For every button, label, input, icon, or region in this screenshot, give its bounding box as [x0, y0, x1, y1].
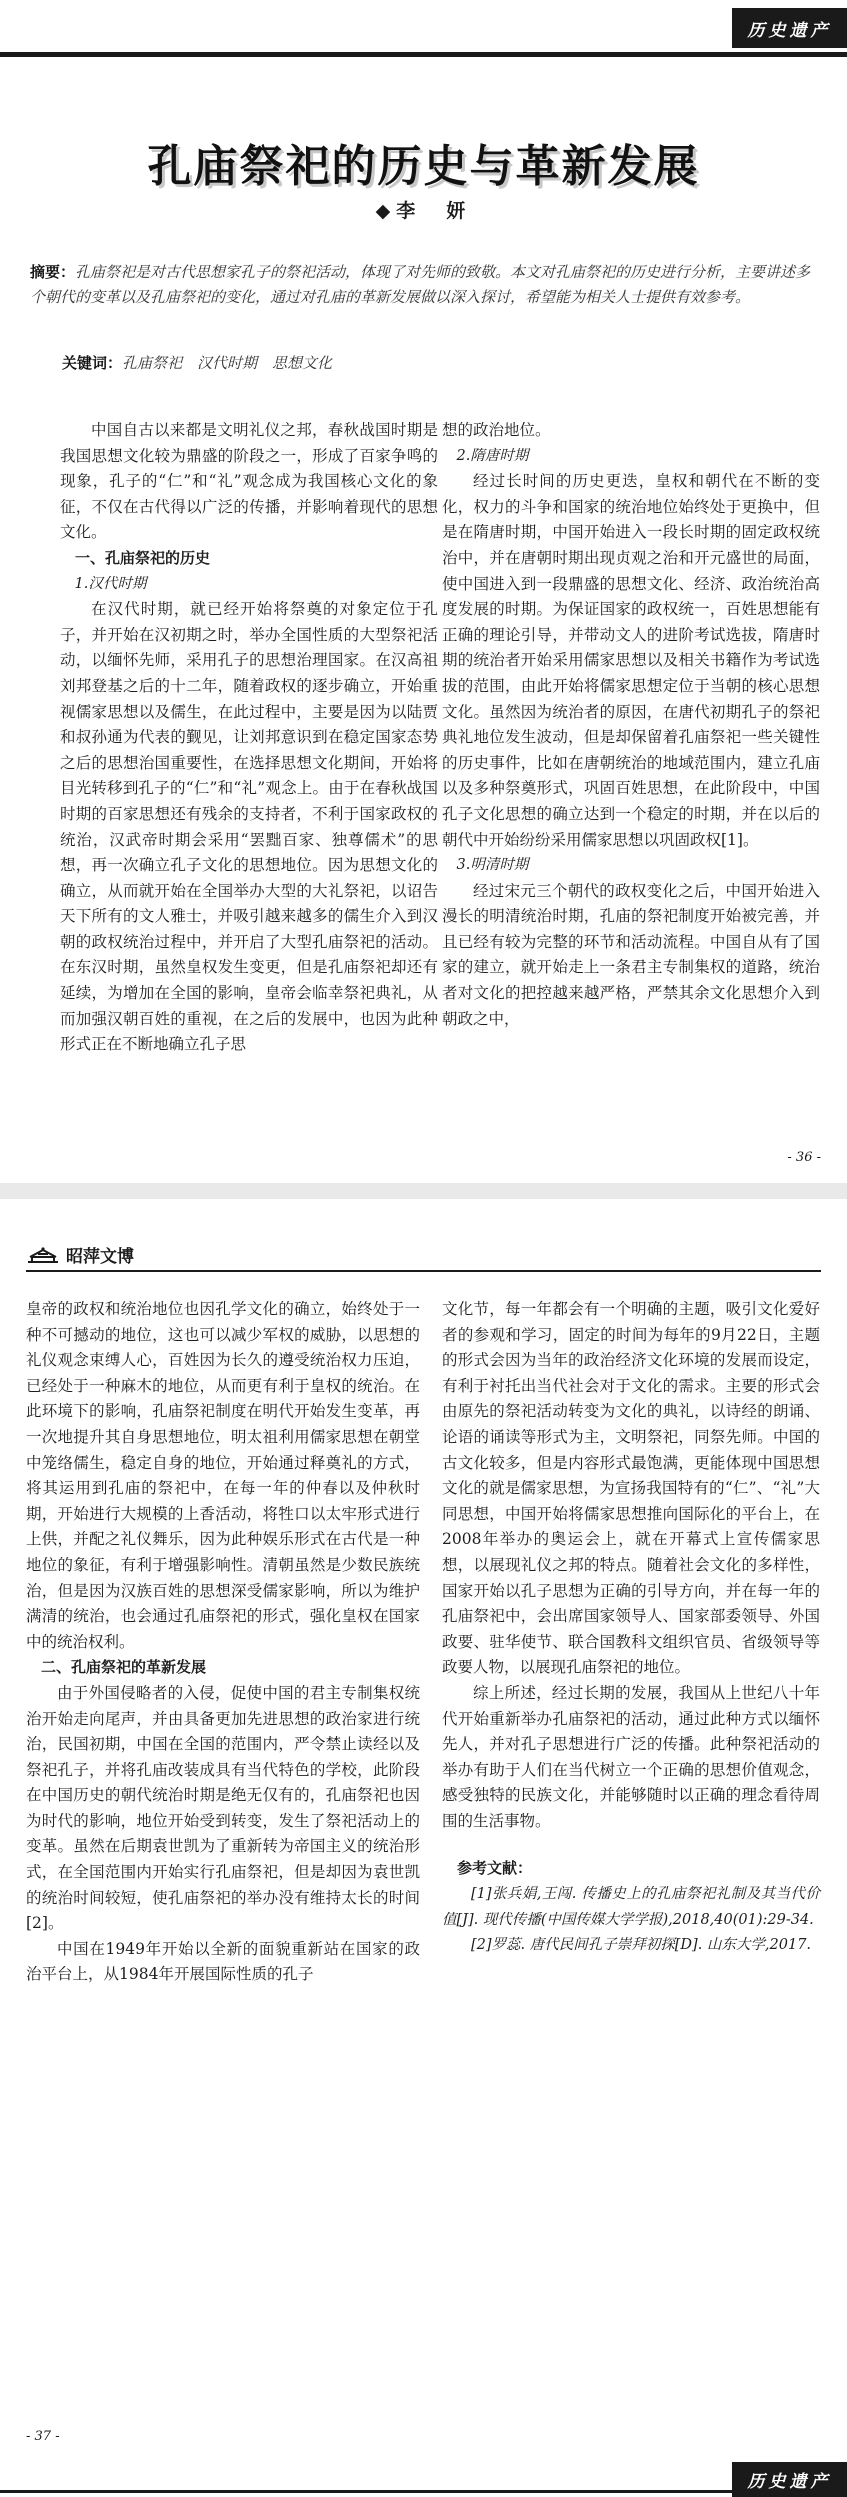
section-heading: 一、孔庙祭祀的历史 — [75, 548, 211, 567]
paragraph: 想的政治地位。 — [442, 421, 551, 439]
header-rule — [0, 2490, 732, 2493]
page-number: - 36 - — [787, 1150, 821, 1165]
journal-name: 昭萍文博 — [66, 1247, 134, 1267]
section-tag: 历史遗产 — [732, 2462, 847, 2497]
pagoda-icon — [26, 1246, 60, 1264]
paragraph: 综上所述，经过长期的发展，我国从上世纪八十年代开始重新举办孔庙祭祀的活动，通过此种方式以缅怀先人，并对孔子思想进行广泛的传播。此种祭祀活动的举办有助于人们在当代树立一个正确的思想价值观念，感受独特的民族文化，并能够随时以正确的理念看待周围的生活事物。 — [442, 1683, 820, 1830]
paragraph: 皇帝的政权和统治地位也因孔学文化的确立，始终处于一种不可撼动的地位，这也可以减少军权的威胁，以思想的礼仪观念束缚人心，百姓因为长久的遵受统治权力压迫，已经处于一种麻木的地位，从而更有利于皇权的统治。在此环境下的影响，孔庙祭祀制度在明代开始发生变革，再一次地提升其自身思想地位，明太祖利用儒家思想在朝堂中笼络儒生，稳定自身的地位，开始通过释奠礼的方式，将其运用到孔庙的祭祀中，在每一年的仲春以及仲秋时期，开始进行大规模的上香活动，将牲口以太牢形式进行上供，并配之礼仪舞乐，因为此种娱乐形式在古代是一种地位的象征，有利于增强影响性。清朝虽然是少数民族统治，但是因为汉族百姓的思想深受儒家影响，所以为维护满清的统治，也会通过孔庙祭祀的形式，强化皇权在国家中的统治权利。 — [26, 1300, 420, 1651]
section-heading: 二、孔庙祭祀的革新发展 — [41, 1658, 207, 1677]
subsection-heading: 1.汉代时期 — [74, 575, 147, 592]
keywords-label: 关键词： — [62, 354, 123, 372]
keywords-text: 孔庙祭祀 汉代时期 思想文化 — [122, 354, 333, 372]
author-name: 李 妍 — [396, 200, 472, 222]
paragraph: 在汉代时期，就已经开始将祭奠的对象定位于孔子，并开始在汉初期之时，举办全国性质的大型祭祀活动，以缅怀先师，采用孔子的思想治理国家。在汉高祖刘邦登基之后的十二年，随着政权的逐步确立，开始重视儒家思想以及儒生，在此过程中，主要是因为以陆贾和叔孙通为代表的觐见，让刘邦意识到在稳定国家态势之后的思想治国重要性，在选择思想文化期间，开始将目光转移到孔子的“仁”和“礼”观念上。由于在春秋战国时期的百家思想还有残余的支持者，不利于国家政权的统治，汉武帝时期会采用“罢黜百家、独尊儒术”的思想，再一次确立孔子文化的思想地位。因为思想文化的确立，从而就开始在全国举办大型的大礼祭祀，以诏告天下所有的文人雅士，并吸引越来越多的儒生介入到汉朝的政权统治过程中，并开启了大型孔庙祭祀的活动。在东汉时期，虽然皇权发生变更，但是孔庙祭祀却还有延续，为增加在全国的影响，皇帝会临幸祭祀典礼，从而加强汉朝百姓的重视，在之后的发展中，也因为此种形式正在不断地确立孔子思 — [60, 600, 438, 1054]
paragraph: 经过长时间的历史更迭，皇权和朝代在不断的变化，权力的斗争和国家的统治地位始终处于更换中，但是在隋唐时期，中国开始进入一段长时期的固定政权统治中，并在唐朝时期出现贞观之治和开元盛世的局面，使中国进入到一段鼎盛的思想文化、经济、政治统治高度发展的时期。为保证国家的政权统一，百姓思想能有正确的理论引导，并带动文人的进阶考试选拔，隋唐时期的统治者开始采用儒家思想以及相关书籍作为考试选拔的范围，由此开始将儒家思想定位于当朝的核心思想文化。虽然因为统治者的原因，在唐代初期孔子的祭祀典礼地位发生波动，但是却保留着孔庙祭祀一些关键性的历史事件，比如在唐朝统治的地域范围内，建立孔庙以及多种祭奠形式，巩固百姓思想，在此阶段中，中国孔子文化思想的确立达到一个稳定的时期，并在以后的朝代中开始纷纷采用儒家思想以巩固政权[1]。 — [442, 472, 820, 849]
page-number: - 37 - — [26, 2429, 60, 2444]
paragraph: 经过宋元三个朝代的政权变化之后，中国开始进入漫长的明清统治时期，孔庙的祭祀制度开始被完善，并且已经有较为完整的环节和活动流程。中国自从有了国家的建立，就开始走上一条君主专制集权的道路，统治者对文化的把控越来越严格，严禁其余文化思想介入到朝政之中， — [442, 881, 820, 1028]
page2-left-column — [26, 1297, 420, 1988]
section-tag: 历史遗产 — [732, 8, 847, 48]
keywords — [62, 352, 332, 373]
abstract-label: 摘要： — [30, 263, 76, 281]
header-rule — [0, 52, 847, 57]
paragraph: 文化节，每一年都会有一个明确的主题，吸引文化爱好者的参观和学习，固定的时间为每年的9月22日，主题的形式会因为当年的政治经济文化环境的发展而设定，有利于衬托出当代社会对于文化的需求。主要的形式会由原先的祭祀活动转变为文化的典礼，以诗经的朗诵、论语的诵读等形式为主，文明祭祀，同祭先师。中国的古文化较多，但是内容形式最饱满，更能体现中国思想文化的就是儒家思想，为宣扬我国特有的“仁”、“礼”大同思想，中国开始将儒家思想推向国际化的平台上，在2008年举办的奥运会上，就在开幕式上宣传儒家思想，以展现礼仪之邦的特点。随着社会文化的多样性，国家开始以孔子思想为正确的引导方向，并在每一年的孔庙祭祀中，会出席国家领导人、国家部委领导、外国政要、驻华使节、联合国教科文组织官员、省级领导等政要人物，以展现孔庙祭祀的地位。 — [442, 1300, 820, 1677]
reference-item: [2]罗蕊. 唐代民间孔子崇拜初探[D]. 山东大学,2017. — [471, 1937, 812, 1954]
page1-right-column — [442, 418, 820, 1032]
journal-logo — [26, 1242, 134, 1267]
page1-left-column — [60, 418, 438, 1058]
paragraph: 中国在1949年开始以全新的面貌重新站在国家的政治平台上，从1984年开展国际性质的孔子 — [26, 1939, 420, 1984]
abstract-text: 孔庙祭祀是对古代思想家孔子的祭祀活动，体现了对先师的致敬。本文对孔庙祭祀的历史进行分析，主要讲述多个朝代的变革以及孔庙祭祀的变化，通过对孔庙的革新发展做以深入探讨，希望能为相关人士提供有效参考。 — [30, 263, 811, 306]
subsection-heading: 2.隋唐时期 — [456, 447, 529, 464]
paragraph: 由于外国侵略者的入侵，促使中国的君主专制集权统治开始走向尾声，并由具备更加先进思想的政治家进行统治，民国初期，中国在全国的范围内，严令禁止读经以及祭祀孔子，并将孔庙改装成具有当代特色的学校，此阶段在中国历史的朝代统治时期是绝无仅有的，孔庙祭祀也因为时代的影响，地位开始受到转变，发生了祭祀活动上的变革。虽然在后期袁世凯为了重新转为帝国主义的统治形式，在全国范围内开始实行孔庙祭祀，但是却因为袁世凯的统治时间较短，使孔庙祭祀的举办没有维持太长的时间[2]。 — [26, 1683, 420, 1933]
author-marker-icon: ◆ — [375, 200, 397, 222]
paragraph: 中国自古以来都是文明礼仪之邦，春秋战国时期是我国思想文化较为鼎盛的阶段之一，形成了百家争鸣的现象，孔子的“仁”和“礼”观念成为我国核心文化的象征，不仅在古代得以广泛的传播，并影响着现代的思想文化。 — [60, 421, 438, 542]
references-heading: 参考文献： — [457, 1859, 533, 1878]
abstract — [30, 260, 817, 310]
page-separator — [0, 1183, 847, 1199]
author-line — [0, 196, 847, 223]
page2-right-column — [442, 1297, 820, 1959]
header-rule — [26, 1270, 821, 1272]
reference-item: [1]张兵娟,王闯. 传播史上的孔庙祭祀礼制及其当代价值[J]. 现代传播(中国传媒大学学报),2018,40(01):29-34. — [442, 1886, 820, 1928]
subsection-heading: 3.明清时期 — [456, 857, 529, 874]
article-title: 孔庙祭祀的历史与革新发展 — [147, 141, 700, 192]
